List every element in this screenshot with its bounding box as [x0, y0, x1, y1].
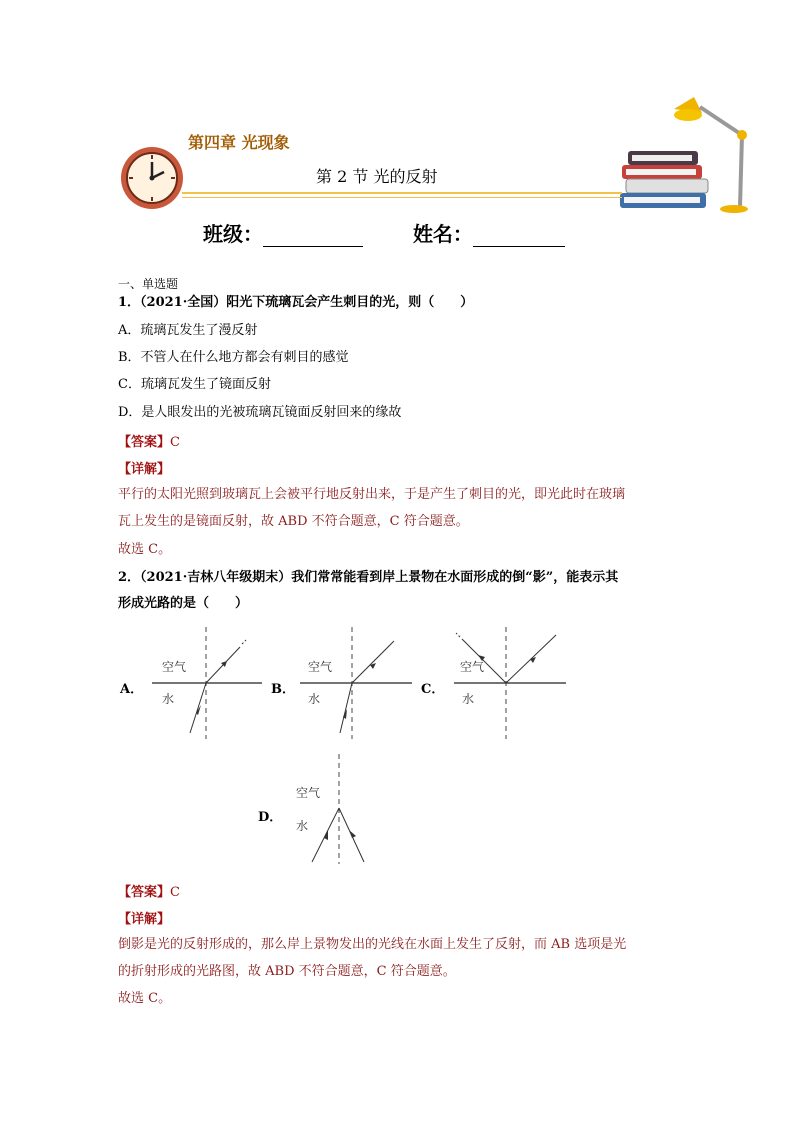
- section-title: 第 2 节 光的反射: [316, 167, 438, 186]
- class-blank[interactable]: [263, 226, 363, 247]
- answer-label: 【答案】: [118, 885, 171, 900]
- books-and-lamp-icon: [612, 95, 762, 220]
- q2-stem-line1: 2．（2021·吉林八年级期末）我们常常能看到岸上景物在水面形成的倒“影”，能表示其: [118, 570, 619, 585]
- answer-value: C: [170, 435, 180, 450]
- q1-option-b: B．不管人在什么地方都会有刺目的感觉: [118, 350, 349, 365]
- svg-text:水: 水: [308, 692, 321, 706]
- svg-text:空气: 空气: [296, 786, 321, 800]
- class-label: 班级：: [203, 222, 263, 246]
- q2-detail-label: 【详解】: [118, 912, 171, 927]
- divider: [182, 197, 622, 198]
- svg-text:空气: 空气: [308, 660, 333, 674]
- q1-option-a: A．琉璃瓦发生了漫反射: [118, 323, 258, 338]
- q2-detail-line1: 倒影是光的反射形成的，那么岸上景物发出的光线在水面上发生了反射，而 AB 选项是光: [118, 937, 627, 952]
- q2-option-a-label: A．: [120, 682, 144, 697]
- q2-option-d-diagram[interactable]: [290, 752, 370, 866]
- q2-conclusion: 故选 C。: [118, 991, 172, 1006]
- q1-conclusion: 故选 C。: [118, 542, 172, 557]
- svg-text:水: 水: [462, 692, 475, 706]
- answer-label: 【答案】: [118, 435, 171, 450]
- q1-option-c: C．琉璃瓦发生了镜面反射: [118, 377, 271, 392]
- answer-value: C: [170, 885, 180, 900]
- q2-option-a-diagram[interactable]: [150, 625, 262, 741]
- q1-stem: 1．（2021·全国）阳光下琉璃瓦会产生刺目的光，则（ ）: [118, 295, 474, 310]
- q2-detail-line2: 的折射形成的光路图，故 ABD 不符合题意，C 符合题意。: [118, 964, 456, 979]
- chapter-title: 第四章 光现象: [188, 133, 290, 152]
- q2-option-b-label: B．: [271, 682, 295, 697]
- name-label: 姓名：: [412, 222, 473, 246]
- divider: [182, 192, 622, 194]
- svg-text:空气: 空气: [460, 660, 485, 674]
- q1-detail-label: 【详解】: [118, 462, 171, 477]
- q2-answer: [118, 881, 180, 900]
- clock-icon: [118, 144, 186, 212]
- q1-option-d: D．是人眼发出的光被琉璃瓦镜面反射回来的缘故: [118, 405, 402, 420]
- class-name-line: [203, 218, 565, 247]
- q2-option-d-label: D．: [258, 810, 283, 825]
- q1-answer: [118, 431, 180, 450]
- q2-option-b-diagram[interactable]: [298, 625, 414, 741]
- svg-text:水: 水: [296, 819, 309, 833]
- water-label: 水: [162, 692, 175, 706]
- section-heading: 一、单选题: [118, 277, 179, 291]
- air-label: 空气: [162, 660, 187, 674]
- q2-option-c-diagram[interactable]: [452, 625, 568, 741]
- q1-detail-line2: 瓦上发生的是镜面反射，故 ABD 不符合题意，C 符合题意。: [118, 514, 469, 529]
- name-blank[interactable]: [473, 226, 565, 247]
- q2-option-c-label: C．: [421, 682, 445, 697]
- q2-stem-line2: 形成光路的是（ ）: [118, 596, 249, 611]
- q1-detail-line1: 平行的太阳光照到玻璃瓦上会被平行地反射出来，于是产生了刺目的光，即光此时在玻璃: [118, 487, 626, 502]
